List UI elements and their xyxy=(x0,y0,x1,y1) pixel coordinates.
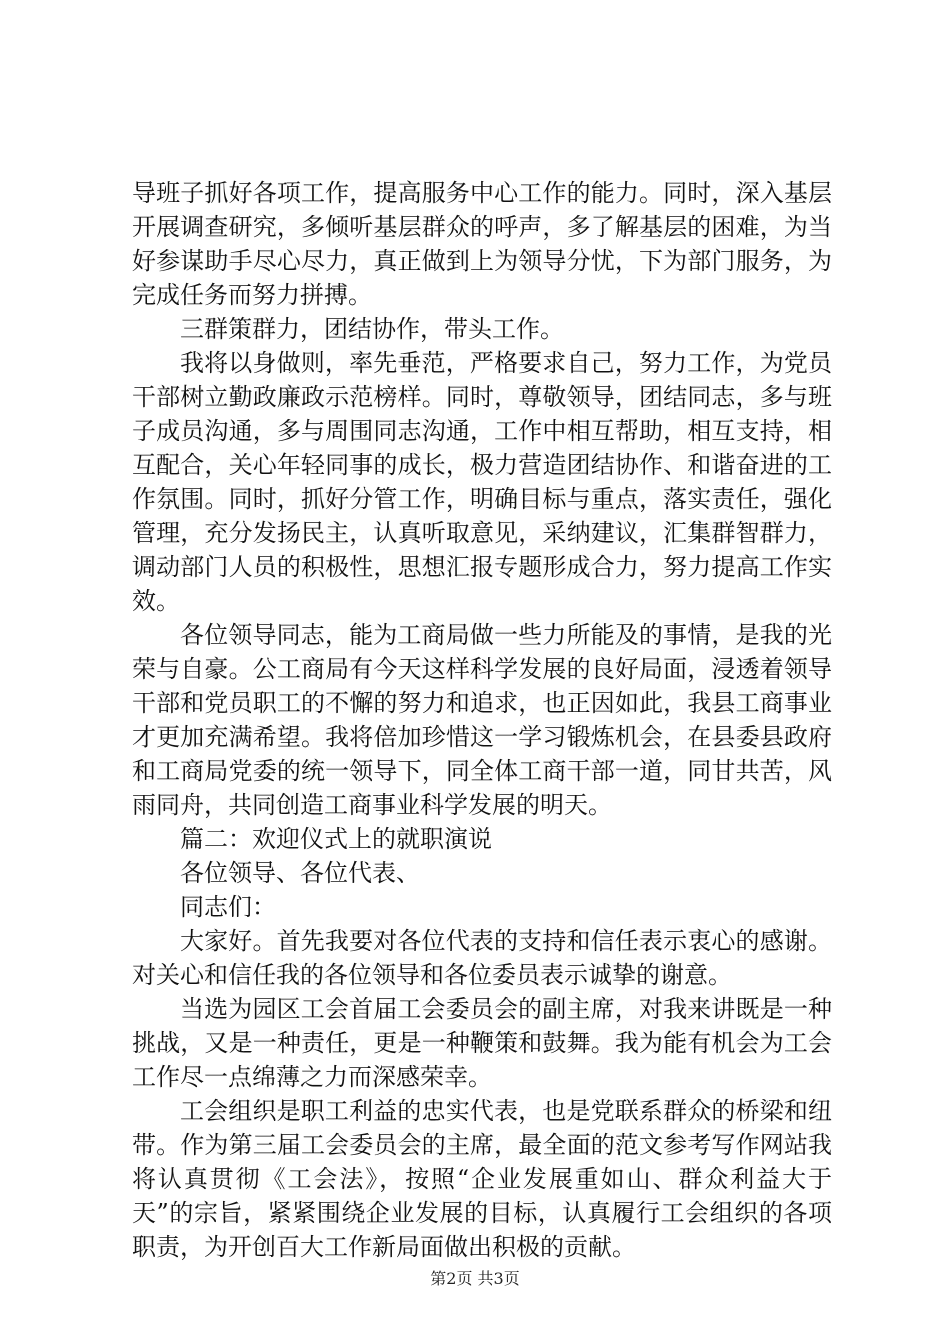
paragraph-continuation: 导班子抓好各项工作，提高服务中心工作的能力。同时，深入基层开展调查研究，多倾听基层群众的呼声，多了解基层的困难，为当好参谋助手尽心尽力，真正做到上为领导分忧，下为部门服务，为完成任务而努力拼搏。 xyxy=(132,179,832,309)
salutation-comrades: 同志们： xyxy=(180,893,276,921)
document-body xyxy=(132,176,832,1264)
paragraph-election: 当选为园区工会首届工会委员会的副主席，对我来讲既是一种挑战，又是一种责任，更是一种鞭策和鼓舞。我为能有机会为工会工作尽一点绵薄之力而深感荣幸。 xyxy=(132,995,832,1091)
paragraph-lead-by-example: 我将以身做则，率先垂范，严格要求自己，努力工作，为党员干部树立勤政廉政示范榜样。同时，尊敬领导，团结同志，多与班子成员沟通，多与周围同志沟通，工作中相互帮助，相互支持，相互配合，关心年轻同事的成长，极力营造团结协作、和谐奋进的工作氛围。同时，抓好分管工作，明确目标与重点，落实责任，强化管理，充分发扬民主，认真听取意见，采纳建议，汇集群智群力，调动部门人员的积极性，思想汇报专题形成合力，努力提高工作实效。 xyxy=(132,349,832,615)
paragraph-greeting: 大家好。首先我要对各位代表的支持和信任表示衷心的感谢。对关心和信任我的各位领导和各位委员表示诚挚的谢意。 xyxy=(132,927,832,989)
article-two-title: 篇二：欢迎仪式上的就职演说 xyxy=(180,825,492,853)
salutation-leaders: 各位领导、各位代表、 xyxy=(180,859,420,887)
paragraph-union-role: 工会组织是职工利益的忠实代表，也是党联系群众的桥梁和纽带。作为第三届工会委员会的主席，最全面的范文参考写作网站我将认真贯彻《工会法》，按照“企业发展重如山、群众利益大于天”的宗旨，紧紧围绕企业发展的目标，认真履行工会组织的各项职责，为开创百大工作新局面做出积极的贡献。 xyxy=(132,1097,832,1261)
paragraph-closing-remarks: 各位领导同志，能为工商局做一些力所能及的事情，是我的光荣与自豪。公工商局有今天这样科学发展的良好局面，浸透着领导干部和党员职工的不懈的努力和追求，也正因如此，我县工商事业才更加充满希望。我将倍加珍惜这一学习锻炼机会，在县委县政府和工商局党委的统一领导下，同全体工商干部一道，同甘共苦，风雨同舟，共同创造工商事业科学发展的明天。 xyxy=(132,621,832,819)
page-number-footer: 第2页 共3页 xyxy=(430,1269,520,1288)
paragraph-section-three-heading: 三群策群力，团结协作，带头工作。 xyxy=(180,315,564,343)
